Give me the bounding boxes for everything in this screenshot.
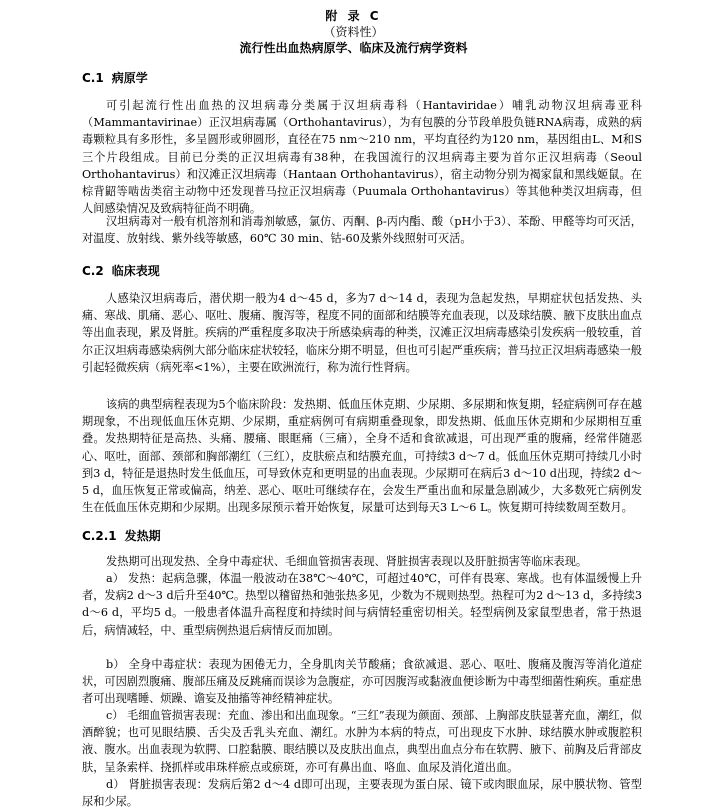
list-item-capillary-damage: c） 毛细血管损害表现：充血、渗出和出血现象。“三红”表现为颜面、颈部、上胸部皮肤显著充血，潮红，似酒醉貌；也可见眼结膜、舌尖及舌乳头充血、潮红。水肿为本病的特点，可出现皮下水肿、球结膜水肿或腹腔积液、腹水。出血表现为软腭、口腔黏膜、眼结膜以及皮肤出血点，典型出血点分布在软腭、腋下、前胸及后背部皮肤，呈条索样、挠抓样或串珠样瘀点或瘀斑，亦可有鼻出血、咯血、血尿及消化道出血。 [82, 709, 642, 774]
list-item-fever: a） 发热：起病急骤，体温一般波动在38℃～40℃，可超过40℃，可伴有畏寒、寒战。也有体温缓慢上升者，发病2 d～3 d后升至40℃。热型以稽留热和弛张热多见，少数为不规则热型。热程可为2 d～13 d，多持续3 d～6 d，平均5 d。一般患者体温升高程度和持续时间与病情轻重密切相关。轻型病例及家鼠型患者，常于热退后，病情减轻，中、重型病例热退后病情反而加剧。 [82, 572, 642, 637]
paragraph-fever-phase-intro: 发热期可出现发热、全身中毒症状、毛细血管损害表现、肾脏损害表现以及肝脏损害等临床表现。 [106, 555, 588, 568]
paragraph-inactivation: 汉坦病毒对一般有机溶剂和消毒剂敏感，氯仿、丙酮、β-丙内酯、酸（pH小于3）、苯酚、甲醛等均可灭活，对温度、放射线、紫外线等敏感，60℃ 30 min、钴-60及紫外线照射可灭活。 [82, 215, 642, 246]
section-number: C.1 [82, 71, 104, 85]
paragraph-clinical-overview: 人感染汉坦病毒后，潜伏期一般为4 d～45 d，多为7 d～14 d，表现为急起发热，早期症状包括发热、头痛、寒战、肌痛、恶心、呕吐、腹痛、腹泻等，程度不同的面部和结膜等充血表现，以及球结膜、腋下皮肤出血点等出血表现，累及肾脏。疾病的严重程度多取决于所感染病毒的种类，汉滩正汉坦病毒感染引发疾病一般较重，首尔正汉坦病毒感染病例大部分临床症状较轻，临床分期不明显，但也可引起严重疾病；普马拉正汉坦病毒感染一般引起轻微疾病（病死率<1%），主要在欧洲流行，称为流行性肾病。 [82, 292, 642, 374]
section-heading-c2 [82, 263, 160, 279]
appendix-label: 附 录 C [325, 9, 382, 23]
section-number: C.2.1 [82, 529, 117, 543]
appendix-title: 流行性出血热病原学、临床及流行病学资料 [239, 41, 468, 55]
section-title: 临床表现 [111, 264, 160, 278]
list-item-systemic-toxicity: b） 全身中毒症状：表现为困倦无力，全身肌肉关节酸痛；食欲减退、恶心、呕吐、腹痛及腹泻等消化道症状，可因剧烈腹痛、腹部压痛及反跳痛而误诊为急腹症，亦可因腹泻或黏液血便诊断为中毒型细菌性痢疾。重症患者可出现嗜睡、烦躁、谵妄及抽搐等神经精神症状。 [82, 658, 642, 706]
section-title: 发热期 [124, 529, 161, 543]
list-item-kidney-damage: d） 肾脏损害表现：发病后第2 d～4 d即可出现，主要表现为蛋白尿、镜下或肉眼血尿，尿中膜状物、管型尿和少尿。 [82, 778, 642, 809]
appendix-type: （资料性） [323, 25, 384, 39]
section-number: C.2 [82, 264, 104, 278]
paragraph-etiology: 可引起流行性出血热的汉坦病毒分类属于汉坦病毒科（Hantaviridae）哺乳动物汉坦病毒亚科（Mammantavirinae）正汉坦病毒属（Orthohantavirus），为有包膜的分节段单股负链RNA病毒，成熟的病毒颗粒具有多形性，多呈圆形或卵圆形，直径在75 nm～210 nm，平均直径约为120 nm，基因组由L、M和S三个片段组成。目前已分类的正汉坦病毒有38种，在我国流行的汉坦病毒主要为首尔正汉坦病毒（Seoul Orthohantavirus）和汉滩正汉坦病毒（Hantaan Orthohantavirus），宿主动物分别为褐家鼠和黑线姬鼠。在棕背鼦等啮齿类宿主动物中还发现普马拉正汉坦病毒（Puumala Orthohantavirus）等其他种类汉坦病毒，但人间感染情况及致病特征尚不明确。 [82, 99, 642, 216]
section-heading-c1 [82, 70, 148, 86]
paragraph-typical-course: 该病的典型病程表现为5个临床阶段：发热期、低血压休克期、少尿期、多尿期和恢复期，轻症病例可存在越期现象，不出现低血压休克期、少尿期，重症病例可有病期重叠现象，即发热期、低血压休克期和少尿期相互重叠。发热期特征是高热、头痛、腰痛、眼眶痛（三痛），全身不适和食欲减退，可出现严重的腹痛，经常伴随恶心、呕吐，面部、颈部和胸部潮红（三红），皮肤瘀点和结膜充血，可持续3 d～7 d。低血压休克期可持续几小时到3 d，特征是退热时发生低血压，可导致休克和更明显的出血表现。少尿期可在病后3 d～10 d出现，持续2 d～5 d，血压恢复正常或偏高，纳差、恶心、呕吐可继续存在，会发生严重出血和尿量急剧减少，大多数死亡病例发生在低血压休克期和少尿期。出现多尿预示着开始恢复，尿量可达到每天3 L～6 L。恢复期可持续数周至数月。 [82, 398, 642, 515]
section-heading-c21 [82, 528, 161, 544]
section-title: 病原学 [111, 71, 148, 85]
